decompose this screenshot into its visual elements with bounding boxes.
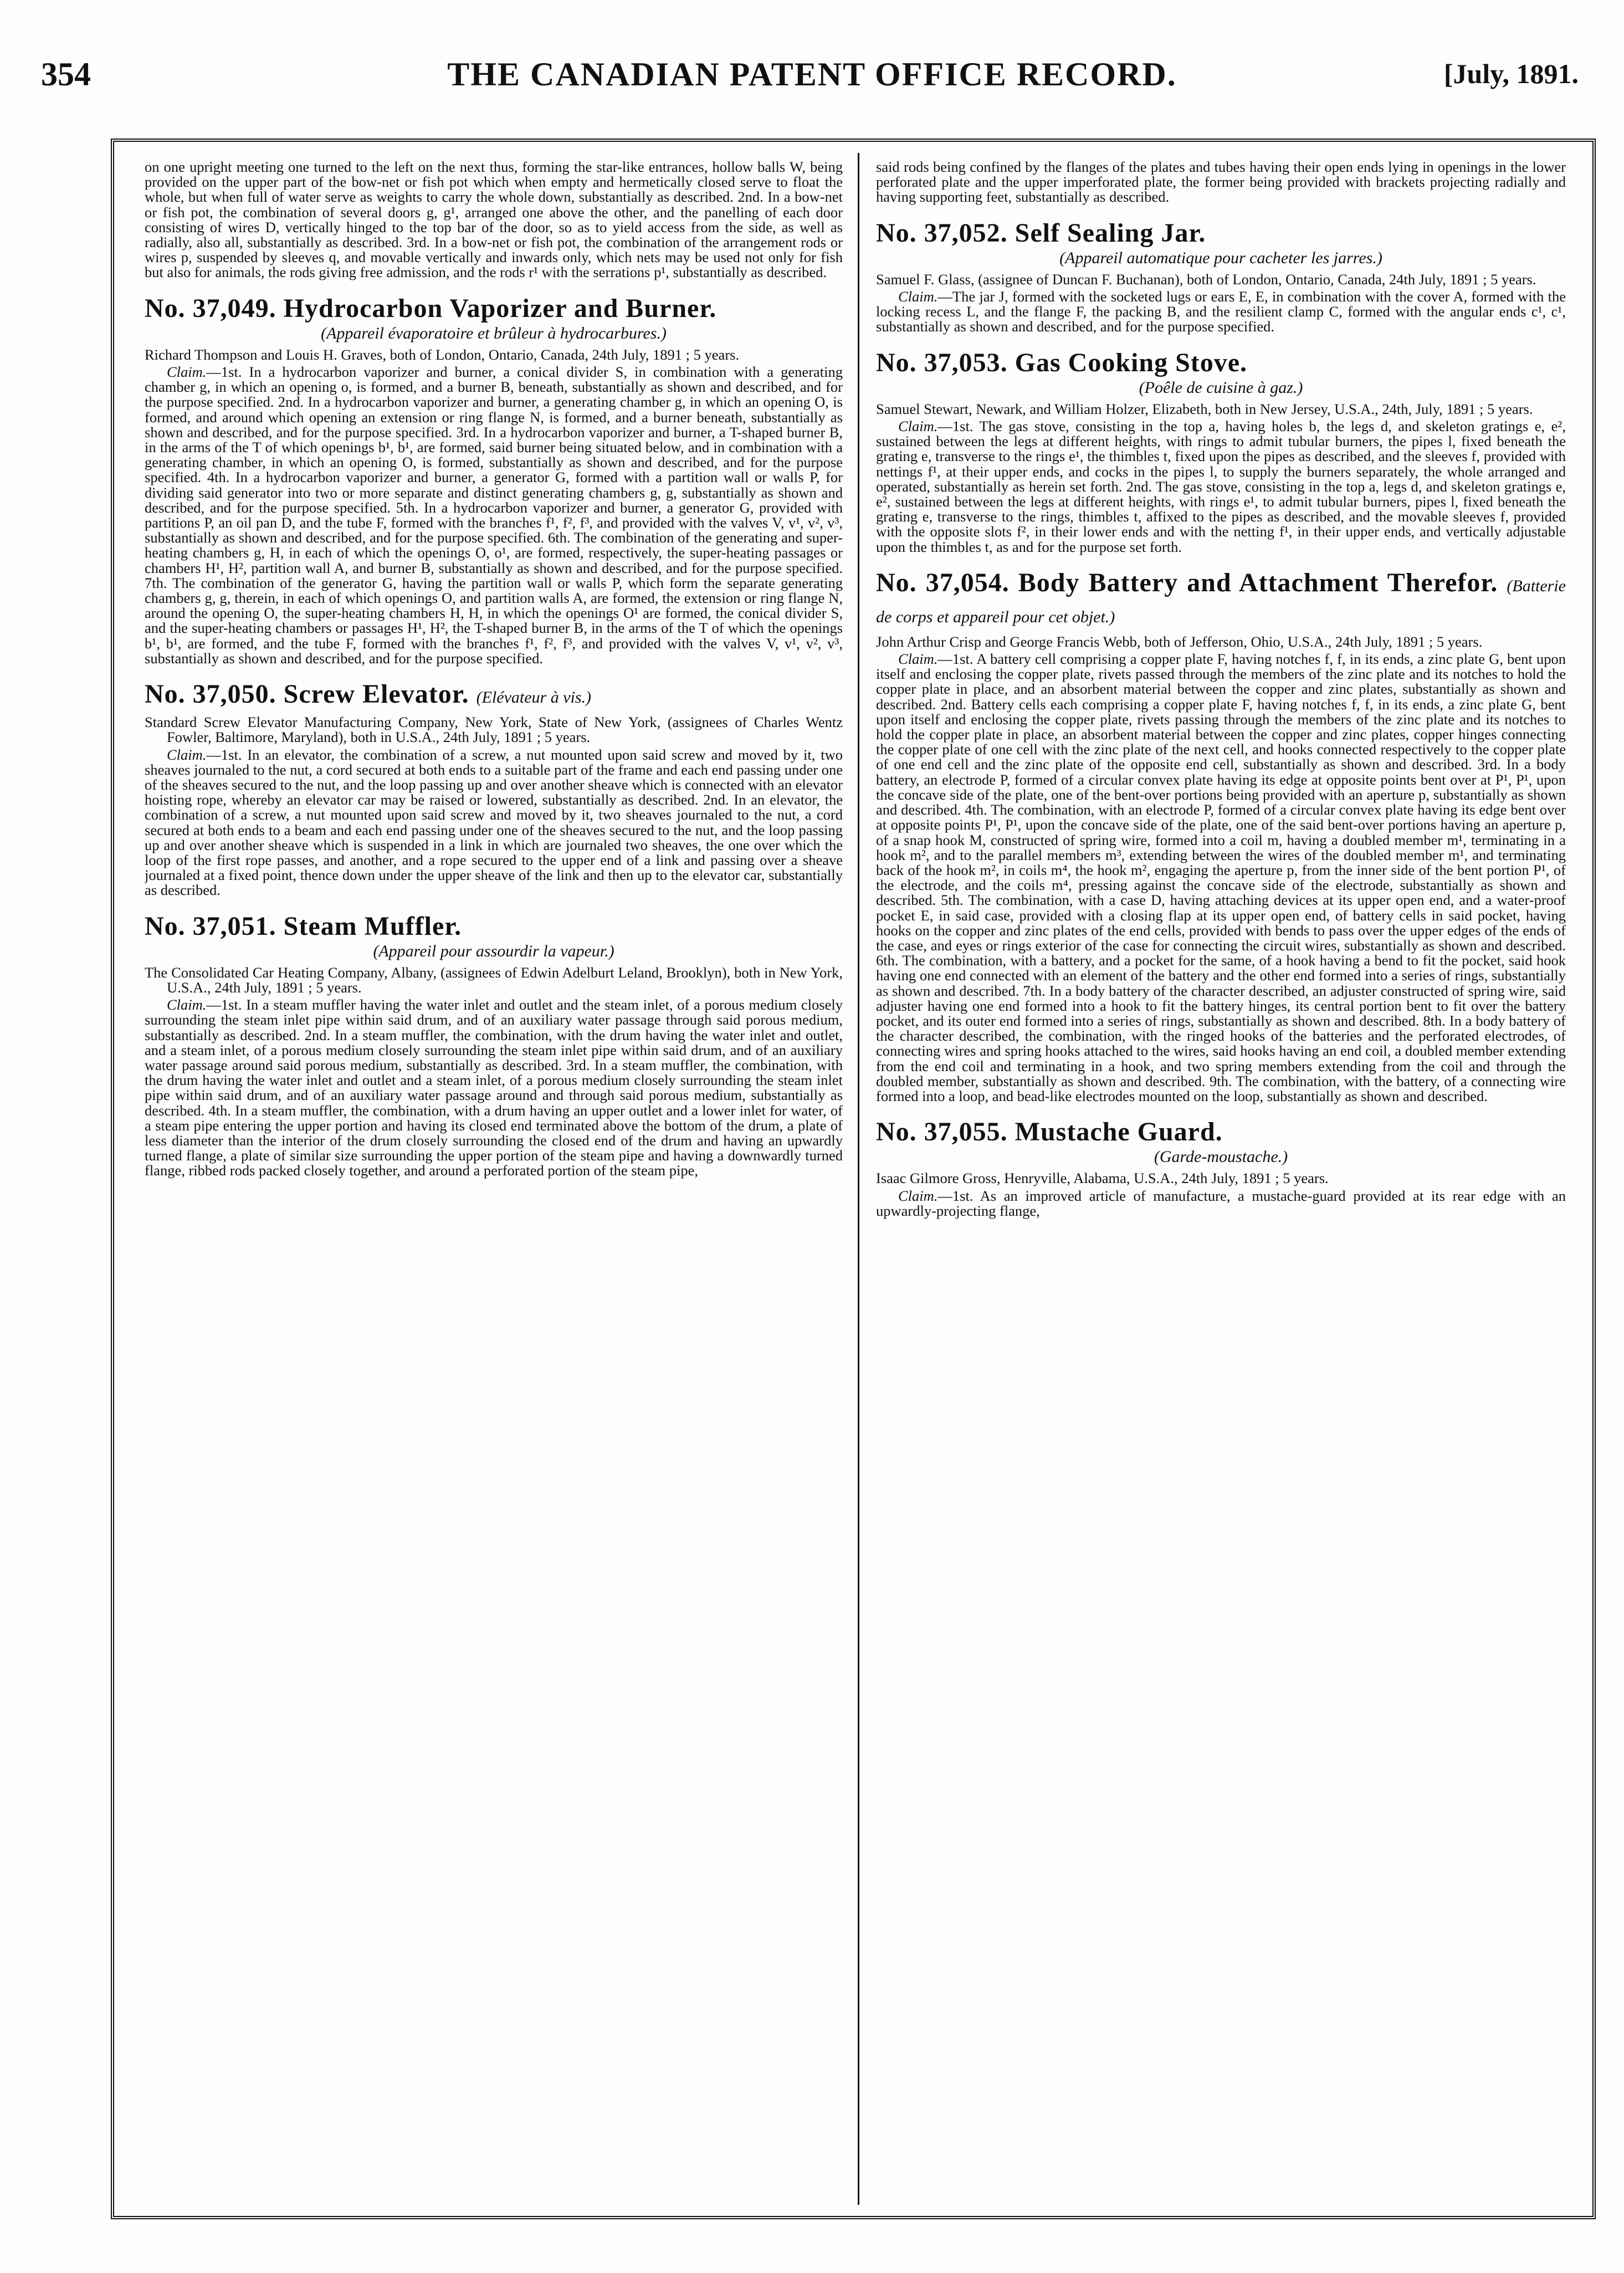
continued-claim-text: said rods being confined by the flanges of the plates and tubes having their open ends lying in openings in the lower perforated plate and the upper imperforated plate, the former being provided with brackets projecting radially and having supporting feet, substantially as described. [876,160,1566,206]
patent-french-title-37051: (Appareil pour assourdir la vapeur.) [373,941,614,960]
journal-title: THE CANADIAN PATENT OFFICE RECORD. [447,56,1177,93]
patent-inventor-37054: John Arthur Crisp and George Francis Webb, both of Jefferson, Ohio, U.S.A., 24th July, 1891 ; 5 years. [876,633,1483,650]
patent-claim-37054 [876,652,1566,1104]
right-column [876,160,1566,2207]
patent-heading-37053: No. 37,053. Gas Cooking Stove. [876,347,1248,377]
claim-text: —1st. The gas stove, consisting in the top a, having holes b, the legs d, and skeleton gratings e, e², sustained between the legs at different heights, with rings to admit tubular burners, the pipes l, fixed beneath the grating e, transverse to the rings e¹, the thimbles t, fixed upon the pipes as described, and the sleeves f, provided with nettings f¹, at their upper ends, and cocks in the pipes l, to supply the burners separately, the whole arranged and operated, substantially as herein set forth. 2nd. The gas stove, consisting in the top a, legs d, and skeleton gratings e, e², sustained between the legs at different heights, with rings e¹, to admit tubular burners, pipes l, fixed beneath the grating e, transverse to the rings, thimbles t, affixed to the pipes as described, and the movable sleeves f, provided with the opposite slots f², in their lower ends and with the netting f¹, in their upper ends, and vertically adjustable upon the thimbles t, as and for the purpose set forth. [876,418,1566,555]
column-divider [858,153,859,2205]
claim-label: Claim. [898,1187,938,1204]
patent-inventor-37055: Isaac Gilmore Gross, Henryville, Alabama, U.S.A., 24th July, 1891 ; 5 years. [876,1170,1329,1187]
text-frame [111,139,1596,2219]
issue-date: [July, 1891. [1443,58,1579,89]
claim-label: Claim. [898,418,938,435]
patent-claim-37055 [876,1189,1566,1219]
patent-french-title-37050: (Elévateur à vis.) [476,688,592,707]
page-header [33,55,1591,122]
patent-claim-37050 [145,748,843,898]
patent-inventor-37052: Samuel F. Glass, (assignee of Duncan F. Buchanan), both of London, Ontario, Canada, 24th July, 1891 ; 5 years. [876,270,1536,288]
patent-claim-37049 [145,365,843,666]
claim-label: Claim. [898,288,938,305]
patent-inventor-37050: Standard Screw Elevator Manufacturing Company, New York, State of New York, (assignees of Charles Wentz Fowler, Baltimore, Maryland), both in U.S.A., 24th July, 1891 ; 5 years. [145,714,843,746]
claim-text: —1st. In an elevator, the combination of a screw, a nut mounted upon said screw and moved by it, two sheaves journaled to the nut, a cord secured at both ends to a suitable part of the frame and each end passing under one of the sheaves secured to the nut, and the loop passing up and over another sheave which is connected with an elevator hoisting rope, whereby an elevator car may be raised or lowered, substantially as described. 2nd. In an elevator, the combination of a screw, a nut mounted upon said screw and moved by it, two sheaves journaled to the nut, a cord secured at both ends to a beam and each end passing under one of the sheaves secured to the nut, and the loop passing up and over another sheave which is suspended in a link in which are journaled two sheaves, the one over which the loop of the first rope passes, and another, and a rope secured to the upper end of a link and passing over a sheave journaled at a fixed point, thence down under the upper sheave of the link and then up to the elevator car, substantially as described. [145,746,843,899]
claim-label: Claim. [898,651,938,668]
patent-heading-37054 [876,569,1566,631]
patent-heading-37050 [145,680,843,711]
patent-heading-37055: No. 37,055. Mustache Guard. [876,1117,1223,1147]
claim-text: —1st. In a hydrocarbon vaporizer and burner, a conical divider S, in combination with a generating chamber g, in which an opening o, is formed, and a burner B, beneath, substantially as shown and described, and for the purpose specified. 2nd. In a hydrocarbon vaporizer and burner, a generating chamber g, in which an opening O, is formed, and around which opening an extension or ring flange N, is formed, and a burner beneath, substantially as shown and described, and for the purpose specified. 3rd. In a hydrocarbon vaporizer and burner, a T-shaped burner B, in the arms of the T of which openings b¹, b¹, are formed, said burner being situated below, and in combination with a generating chamber, in which an opening O, is formed, substantially as shown and described, and for the purpose specified. 4th. In a hydrocarbon vaporizer and burner, a generator G, formed with a partition wall or walls P, for dividing said generator into two or more separate and distinct generating chambers g, g, substantially as shown and described, and for the purpose specified. 5th. In a hydrocarbon vaporizer and burner, a generator G, provided with partitions P, an oil pan D, and the tube F, formed with the branches f¹, f², f³, and provided with the valves V, v¹, v², v³, substantially as shown and described, and for the purpose specified. 6th. The combination of the generating and super-heating chambers g, H, in each of which the openings O, o¹, are formed, respectively, the super-heating passages or chambers H¹, H², partition wall A, and burner B, substantially as shown and described, and for the purpose specified. 7th. The combination of the generator G, having the partition wall or walls P, which form the separate generating chambers g, g, therein, in each of which openings O, and partition walls A, are formed, the extension or ring flange N, around the opening O, the super-heating chambers H, H, in which the openings O¹ are formed, the conical divider S, and the super-heating chambers or passages H¹, H², the T-shaped burner B, in the arms of the T of which the openings b¹, b¹, are formed, and the tube F, formed with the branches f¹, f², f³, and provided with the valves V, v¹, v², v³, substantially as shown and described, and for the purpose specified. [145,364,843,667]
claim-text: —1st. As an improved article of manufacture, a mustache-guard provided at its rear edge with an upwardly-projecting flange, [876,1187,1566,1219]
patent-claim-37051 [145,997,843,1178]
patent-inventor-37053: Samuel Stewart, Newark, and William Holzer, Elizabeth, both in New Jersey, U.S.A., 24th, July, 1891 ; 5 years. [876,400,1533,417]
heading-text: No. 37,054. Body Battery and Attachment Therefor. [876,567,1498,597]
claim-label: Claim. [167,746,207,763]
patent-french-title-37053: (Poêle de cuisine à gaz.) [1139,378,1303,397]
claim-text: —The jar J, formed with the socketed lugs or ears E, E, in combination with the cover A, formed with the locking recess L, and the flange F, the packing B, and the resilient clamp C, formed with the angular ends c¹, c¹, substantially as shown and described, and for the purpose specified. [876,288,1566,335]
patent-inventor-37051: The Consolidated Car Heating Company, Albany, (assignees of Edwin Adelburt Leland, Brooklyn), both in New York, U.S.A., 24th July, 1891 ; 5 years. [145,964,843,996]
page-number: 354 [41,56,91,93]
patent-claim-37053 [876,419,1566,555]
patent-heading-37052: No. 37,052. Self Sealing Jar. [876,218,1206,248]
claim-label: Claim. [167,364,207,381]
patent-inventor-37049: Richard Thompson and Louis H. Graves, both of London, Ontario, Canada, 24th July, 1891 ; 5 years. [145,346,740,363]
claim-label: Claim. [167,996,207,1013]
continued-claim-text: on one upright meeting one turned to the left on the next thus, forming the star-like entrances, hollow balls W, being provided on the upper part of the bow-net or fish pot which when empty and hermetically closed serve to float the whole, but when full of water serve as weights to carry the whole down, substantially as described. 2nd. In a bow-net or fish pot, the combination of several doors g, g¹, arranged one above the other, and the panelling of each door consisting of wires D, vertically hinged to the top bar of the door, so as to yield access from the side, as well as radially, also all, substantially as described. 3rd. In a bow-net or fish pot, the combination of the arrangement rods or wires p, suspended by sleeves q, and movable vertically and inwards only, which nets may be used not only for fish but also for animals, the rods giving free admission, and the rods r¹ with the serrations p¹, substantially as described. [145,160,843,281]
claim-text: —1st. In a steam muffler having the water inlet and outlet and the steam inlet, of a porous medium closely surrounding the steam inlet pipe within said drum, and of an auxiliary water passage through said porous medium, substantially as described. 2nd. In a steam muffler, the combination, with the drum having the water inlet and outlet, and a steam inlet, of a porous medium closely surrounding the steam inlet pipe within said drum, and of an auxiliary water passage around said porous medium, substantially as described. 3rd. In a steam muffler, the combination, with the drum having the water inlet and outlet and a steam inlet, of a porous medium closely surrounding the steam inlet pipe within said drum, and of an auxiliary water passage around and through said porous medium, substantially as described. 4th. In a steam muffler, the combination, with a drum having an upper outlet and a lower inlet for water, of a steam pipe entering the upper portion and having its closed end terminated above the bottom of the drum, a plate of less diameter than the interior of the drum closely surrounding the closed end of the drum and having an upwardly turned flange, a plate of similar size surrounding the upper portion of the steam pipe and having a downwardly turned flange, ribbed rods packed closely together, and around a perforated portion of the steam pipe, [145,996,843,1179]
claim-text: —1st. A battery cell comprising a copper plate F, having notches f, f, in its ends, a zinc plate G, bent upon itself and enclosing the copper plate, rivets passed through the members of the zinc plate and its notches to hold the copper plate in place, and an absorbent material between the copper and zinc plates, substantially as shown and described. 2nd. Battery cells each comprising a copper plate F, having notches f, f, in its ends, a zinc plate G, bent upon itself and enclosing the copper plate, rivets passing through the members of the zinc plate and its notches to hold the copper plate in place, an absorbent material between the copper and zinc plates, copper hinges connecting the copper plate of one cell with the zinc plate of the next cell, and hooks connected respectively to the copper plate of one end cell and the zinc plate of the opposite end cell, substantially as shown and described. 3rd. In a body battery, an electrode P, formed of a circular convex plate having its edge at opposite points bent over at P¹, P¹, upon the concave side of the plate, one of the bent-over portions being provided with an aperture p, substantially as shown and described. 4th. The combination, with an electrode P, formed of a circular convex plate having its edge bent over at opposite points P¹, P¹, upon the concave side of the plate, one of the said bent-over portions having an aperture p, of a snap hook M, constructed of spring wire, formed into a coil m, having a doubled member m¹, terminating in a hook m², and to the parallel members m³, extending between the wires of the doubled member m¹, and terminating back of the hook m², in coils m⁴, the hook m², engaging the aperture p, from the inner side of the bent portion P¹, of the electrode, and the coils m⁴, pressing against the concave side of the electrode, substantially as shown and described. 5th. The combination, with a case D, having attaching devices at its upper open end, and a water-proof pocket E, in said case, provided with a closing flap at its upper open end, of battery cells in said pocket, having hooks on the copper and zinc plates of the end cells, provided with bends to pass over the upper edges of the ends of the case, and eyes or rings exterior of the case for connecting the circuit wires, substantially as shown and described. 6th. The combination, with a battery, and a pocket for the same, of a hook having a bend to fit the pocket, said hook having one end connected with an element of the battery and the other end formed into a series of rings, substantially as shown and described. 7th. In a body battery of the character described, an adjuster constructed of spring wire, said adjuster having one end formed into a hook to fit the battery hinges, its central portion bent to fit over the battery pocket, and its outer end formed into a series of rings, substantially as shown and described. 8th. In a body battery of the character described, the combination, with the ringed hooks of the batteries and the perforated electrodes, of connecting wires and spring hooks attached to the wires, said hooks having an end coil, a doubled member extending from the end coil and terminating in a hook, and two spring members extending from the coil and through the doubled member, substantially as shown and described. 9th. The combination, with the battery, of a connecting wire formed into a loop, and bead-like electrodes mounted on the loop, substantially as shown and described. [876,651,1566,1104]
patent-french-title-37054: (Batterie de corps et appareil pour cet objet.) [876,576,1566,626]
patent-heading-37049: No. 37,049. Hydrocarbon Vaporizer and Burner. [145,293,717,323]
patent-french-title-37055: (Garde-moustache.) [1154,1148,1288,1166]
patent-french-title-37052: (Appareil automatique pour cacheter les jarres.) [1059,248,1382,267]
patent-french-title-37049: (Appareil évaporatoire et brûleur à hydrocarbures.) [321,324,667,342]
patent-claim-37052 [876,289,1566,335]
heading-text: No. 37,050. Screw Elevator. [145,679,469,709]
patent-heading-37051: No. 37,051. Steam Muffler. [145,911,462,941]
left-column [145,160,843,2207]
